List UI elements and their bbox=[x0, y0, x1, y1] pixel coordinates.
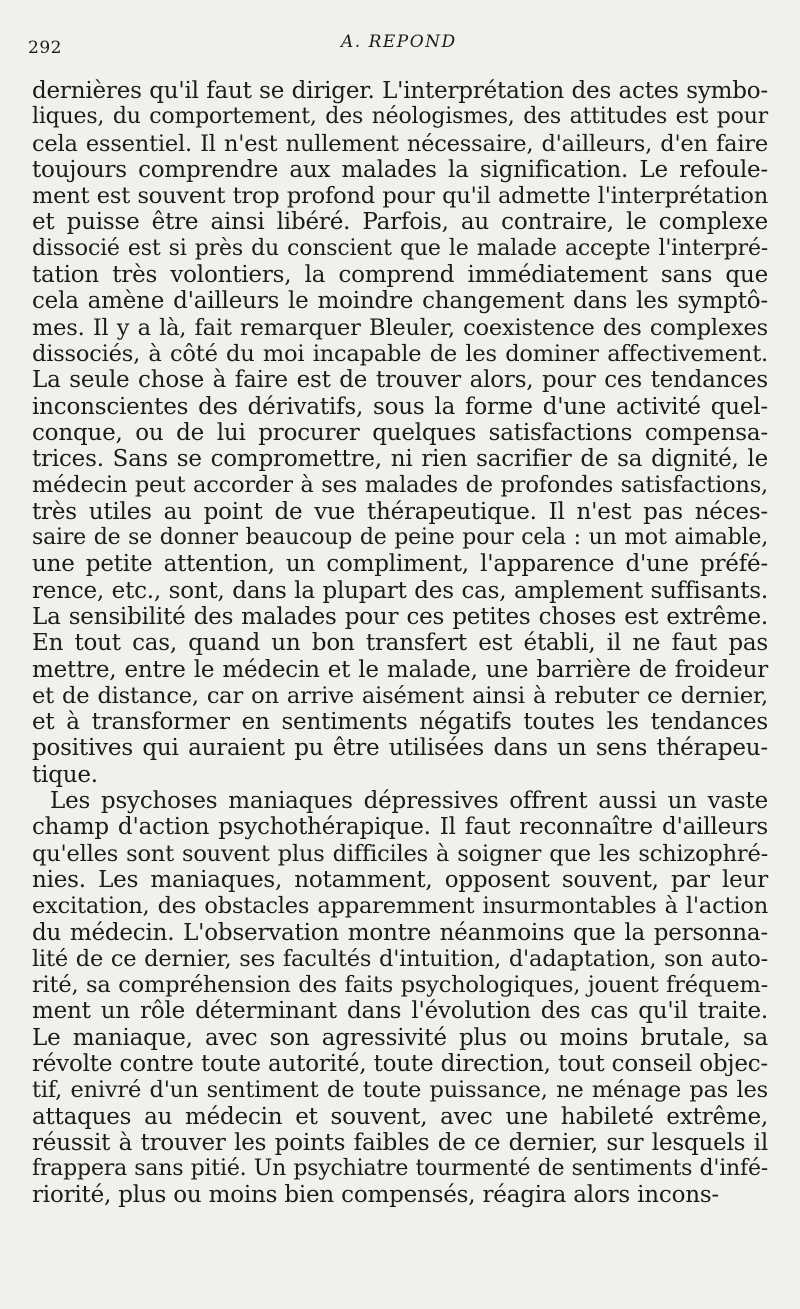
text-line: nies. Les maniaques, notamment, opposent souvent, par leur bbox=[32, 866, 768, 893]
text-line: du médecin. L'observation montre néanmoins que la personna- bbox=[32, 919, 768, 946]
text-line: champ d'action psychothérapique. Il faut reconnaître d'ailleurs bbox=[32, 814, 768, 841]
paragraph bbox=[32, 78, 768, 788]
text-line: très utiles au point de vue thérapeutique. Il n'est pas néces- bbox=[32, 498, 768, 525]
running-head bbox=[28, 30, 768, 58]
text-line: et de distance, car on arrive aisément ainsi à rebuter ce dernier, bbox=[32, 682, 768, 709]
text-line: riorité, plus ou moins bien compensés, réagira alors incons- bbox=[32, 1182, 720, 1209]
text-line: rence, etc., sont, dans la plupart des cas, amplement suffisants. bbox=[32, 577, 768, 604]
text-line: Les psychoses maniaques dépressives offrent aussi un vaste bbox=[50, 788, 768, 815]
running-head-author: A. REPOND bbox=[341, 32, 457, 52]
text-line: tif, enivré d'un sentiment de toute puissance, ne ménage pas les bbox=[32, 1077, 768, 1104]
text-line: dernières qu'il faut se diriger. L'interprétation des actes symbo- bbox=[32, 78, 768, 104]
text-line: dissociés, à côté du moi incapable de les dominer affectivement. bbox=[32, 340, 768, 367]
text-line: inconscientes des dérivatifs, sous la forme d'une activité quel- bbox=[32, 393, 768, 420]
text-line: qu'elles sont souvent plus difficiles à soigner que les schizophré- bbox=[32, 840, 768, 867]
text-line: rité, sa compréhension des faits psychologiques, jouent fréquem- bbox=[32, 972, 768, 999]
text-line: attaques au médecin et souvent, avec une habileté extrême, bbox=[32, 1103, 768, 1130]
text-line: mettre, entre le médecin et le malade, une barrière de froideur bbox=[32, 656, 768, 683]
text-line: dissocié est si près du conscient que le malade accepte l'interpré- bbox=[32, 235, 768, 261]
text-line: trices. Sans se compromettre, ni rien sacrifier de sa dignité, le bbox=[32, 446, 768, 473]
text-line: positives qui auraient pu être utilisées dans un sens thérapeu- bbox=[32, 735, 768, 762]
text-line: saire de se donner beaucoup de peine pour cela : un mot aimable, bbox=[32, 525, 768, 551]
text-line: et à transformer en sentiments négatifs toutes les tendances bbox=[32, 709, 768, 736]
text-line: ment un rôle déterminant dans l'évolution des cas qu'il traite. bbox=[32, 998, 768, 1025]
text-line: En tout cas, quand un bon transfert est établi, il ne faut pas bbox=[32, 630, 768, 657]
text-line: révolte contre toute autorité, toute direction, tout conseil objec- bbox=[32, 1050, 768, 1077]
text-line: ment est souvent trop profond pour qu'il admette l'interprétation bbox=[32, 183, 768, 210]
text-line: Le maniaque, avec son agressivité plus ou moins brutale, sa bbox=[32, 1024, 768, 1051]
text-line: La sensibilité des malades pour ces petites choses est extrême. bbox=[32, 603, 768, 630]
text-line: liques, du comportement, des néologismes, des attitudes est pour bbox=[32, 104, 768, 130]
page-number: 292 bbox=[28, 38, 62, 58]
paragraph bbox=[32, 788, 768, 1209]
text-line: toujours comprendre aux malades la signification. Le refoule- bbox=[32, 156, 768, 183]
text-line: tique. bbox=[32, 761, 98, 788]
text-line: une petite attention, un compliment, l'apparence d'une préfé- bbox=[32, 551, 768, 578]
text-line: médecin peut accorder à ses malades de profondes satisfactions, bbox=[32, 472, 768, 499]
text-line: cela essentiel. Il n'est nullement nécessaire, d'ailleurs, d'en faire bbox=[32, 130, 768, 157]
text-line: lité de ce dernier, ses facultés d'intuition, d'adaptation, son auto- bbox=[32, 945, 768, 972]
text-line: et puisse être ainsi libéré. Parfois, au contraire, le complexe bbox=[32, 209, 768, 236]
body-text bbox=[32, 78, 768, 1209]
text-line: excitation, des obstacles apparemment insurmontables à l'action bbox=[32, 893, 768, 920]
text-line: mes. Il y a là, fait remarquer Bleuler, coexistence des complexes bbox=[32, 314, 768, 341]
text-line: réussit à trouver les points faibles de ce dernier, sur lesquels il bbox=[32, 1129, 768, 1156]
text-line: conque, ou de lui procurer quelques satisfactions compensa- bbox=[32, 419, 768, 446]
text-line: frappera sans pitié. Un psychiatre tourmenté de sentiments d'infé- bbox=[32, 1156, 768, 1182]
text-line: tation très volontiers, la comprend immédiatement sans que bbox=[32, 262, 768, 289]
text-line: La seule chose à faire est de trouver alors, pour ces tendances bbox=[32, 367, 768, 394]
text-line: cela amène d'ailleurs le moindre changement dans les symptô- bbox=[32, 288, 768, 315]
